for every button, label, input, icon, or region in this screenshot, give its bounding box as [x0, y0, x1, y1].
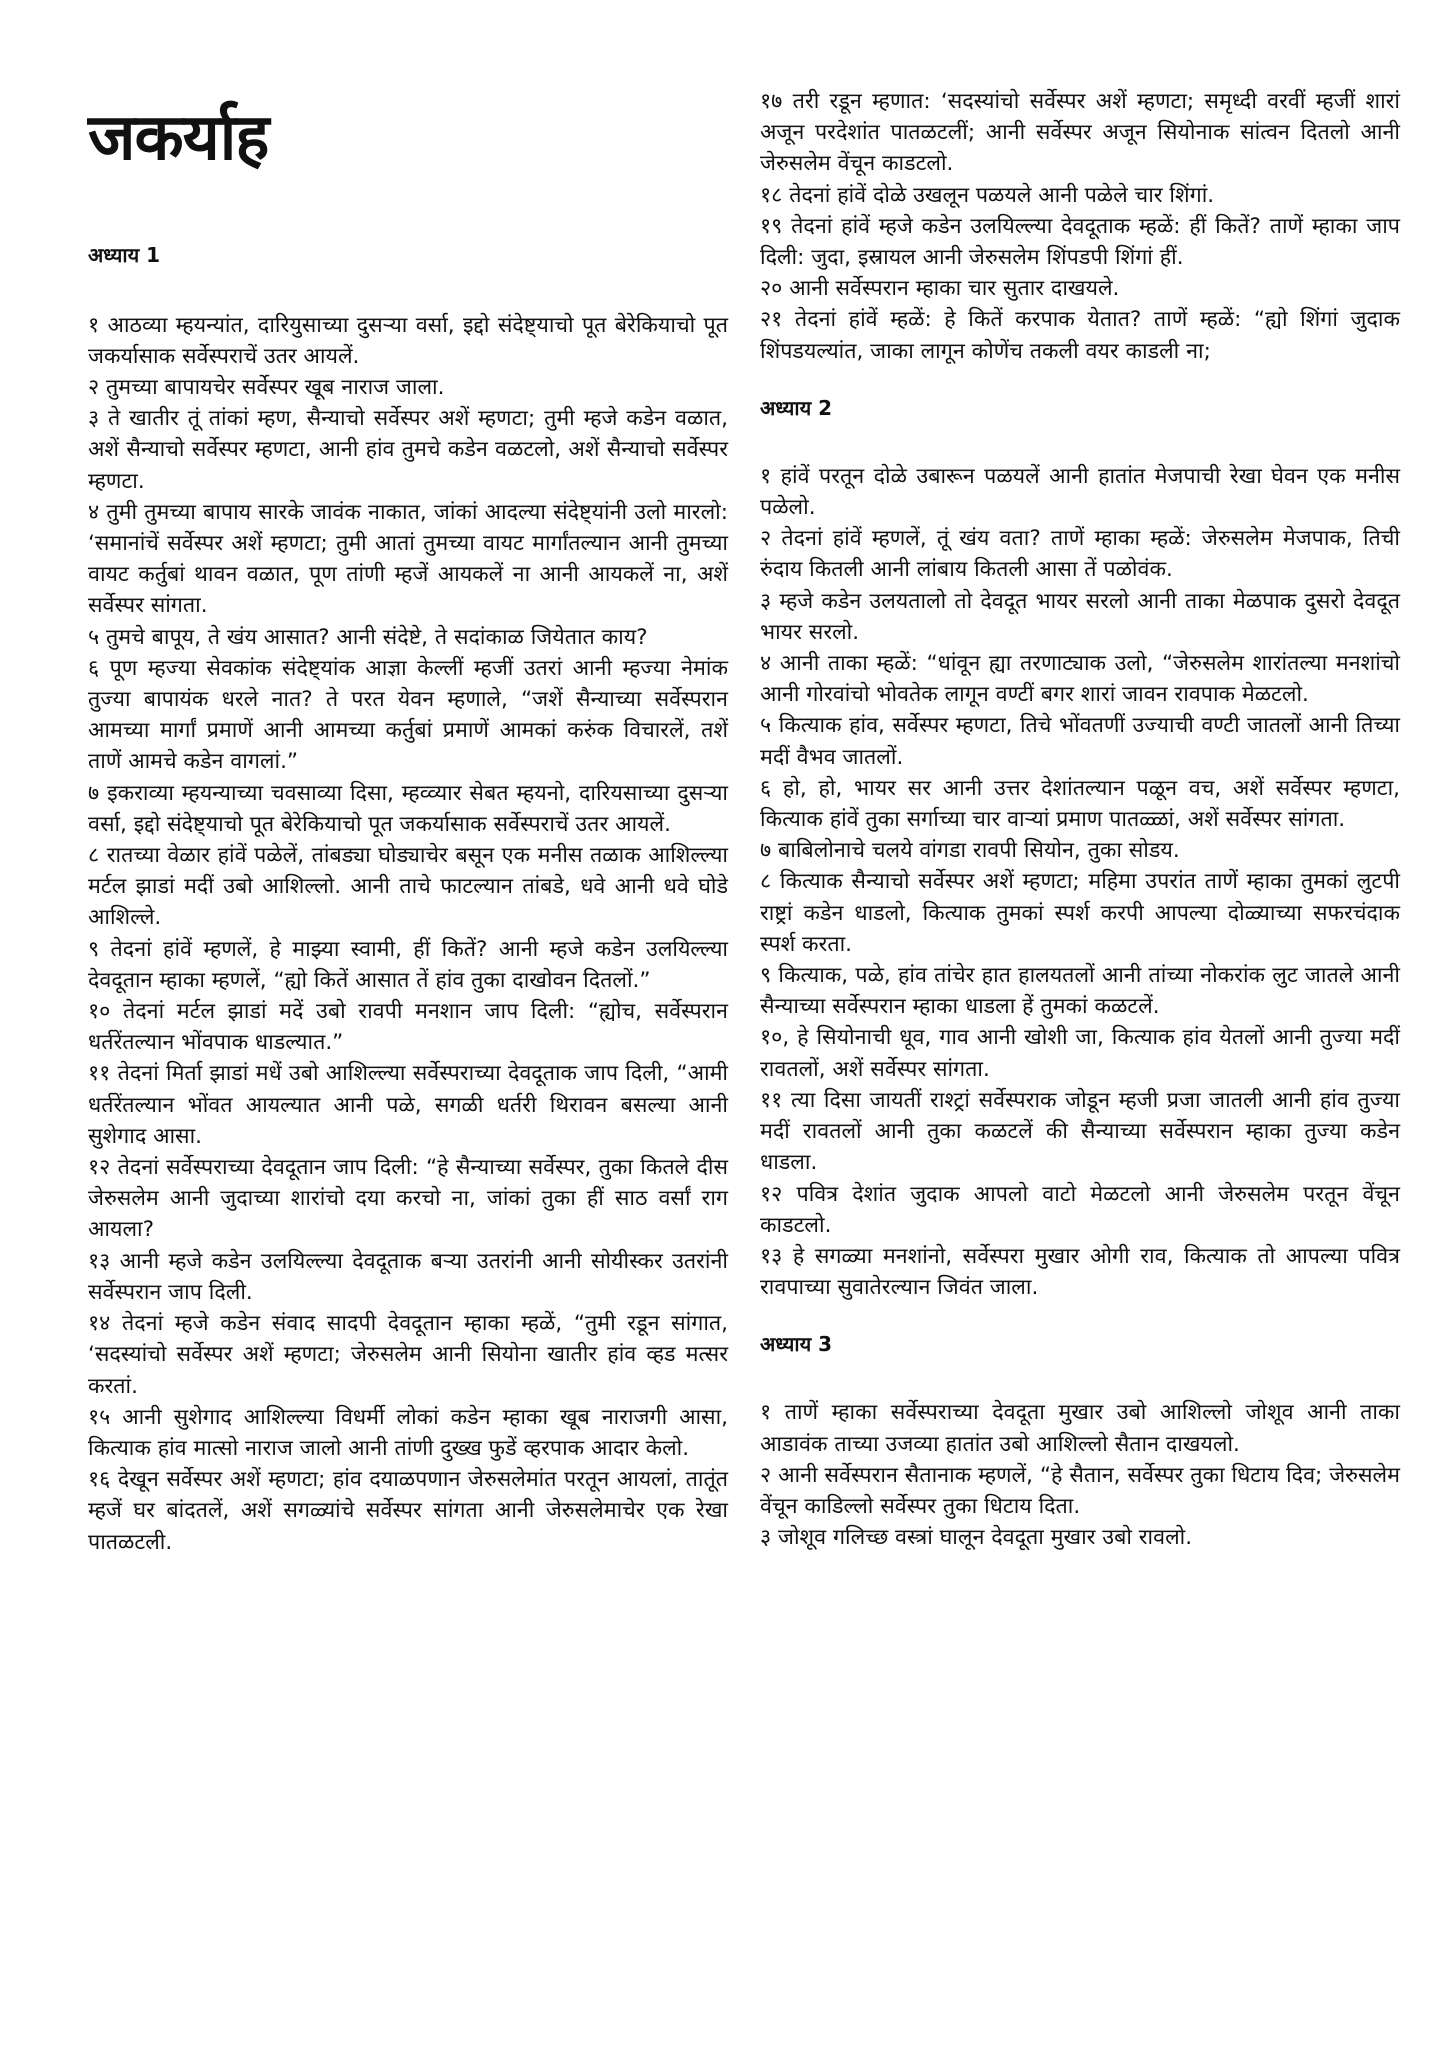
verse: १७ तरी रडून म्हणात: ‘सदस्यांचो सर्वेस्पर अशें म्हणटा; समृध्दी वरवीं म्हजीं शारां अजून परदेशांत पातळटलीं; आनी सर्वेस्पर अजून सियोनाक सांत्वन दितलो आनी जेरुसलेम वेंचून काडटलो. [760, 89, 1400, 177]
verse: ५ कित्याक हांव, सर्वेस्पर म्हणटा, तिचे भोंवतणीं उज्याची वण्टी जातलों आनी तिच्या मदीं वैभव जातलों. [760, 713, 1400, 770]
verse: १३ हे सगळ्या मनशांनो, सर्वेस्परा मुखार ओगी राव, कित्याक तो आपल्या पवित्र रावपाच्या सुवातेरल्यान जिवंत जाला. [760, 1243, 1400, 1301]
verse: २० आनी सर्वेस्परान म्हाका चार सुतार दाखयले. [760, 276, 1120, 302]
verse: २ तुमच्या बापायचेर सर्वेस्पर खूब नाराज जाला. [88, 375, 445, 400]
verse: ८ कित्याक सैन्याचो सर्वेस्पर अशें म्हणटा; महिमा उपरांत ताणें म्हाका तुमकां लुटपी राष्ट्रां कडेन धाडलो, कित्याक तुमकां स्पर्श करपी आपल्या दोळ्याच्या सफरचंदाक स्पर्श करता. [760, 869, 1400, 957]
verse: १८ तेदनां हांवें दोळे उखलून पळयले आनी पळेले चार शिंगां. [760, 182, 1215, 208]
verse: ६ पूण म्हज्या सेवकांक संदेष्ट्यांक आज्ञा केल्लीं म्हजीं उतरां आनी म्हज्या नेमांक तुज्या बापायंक धरले नात? ते परत येवन म्हणाले, “जशें सैन्याच्या सर्वेस्परान आमच्या मार्गां प्रमाणें आनी आमच्या कर्तुबां प्रमाणें आमकां करुंक विचारलें, तशें ताणें आमचे कडेन वागलां.” [88, 655, 728, 775]
verse: १२ तेदनां सर्वेस्पराच्या देवदूतान जाप दिली: “हे सैन्याच्या सर्वेस्पर, तुका कितले दीस जेरुसलेम आनी जुदाच्या शारांचो दया करचो ना, जांकां तुका हीं साठ वर्सां राग आयला? [88, 1155, 728, 1243]
verse: ७ बाबिलोनाचे चलये वांगडा रावपी सियोन, तुका सोडय. [760, 838, 1180, 864]
left-column [88, 80, 728, 1558]
verse: १ ताणें म्हाका सर्वेस्पराच्या देवदूता मुखार उबो आशिल्लो जोशूव आनी ताका आडावंक ताच्या उजव्या हातांत उबो आशिल्लो सैतान दाखयलो. [760, 1400, 1400, 1457]
verse: ११ त्या दिसा जायतीं राश्ट्रां सर्वेस्पराक जोडून म्हजी प्रजा जातली आनी हांव तुज्या मदीं रावतलों आनी तुका कळटलें की सैन्याच्या सर्वेस्परान म्हाका तुज्या कडेन धाडला. [760, 1087, 1400, 1176]
chapter-1-verses-a [88, 310, 728, 1558]
verse: १०, हे सियोनाची धूव, गाव आनी खोशी जा, कित्याक हांव येतलों आनी तुज्या मदीं रावतलों, अशें सर्वेस्पर सांगता. [760, 1025, 1400, 1082]
chapter-1-verses-b [760, 86, 1400, 367]
book-title: जकर्याह [88, 101, 269, 175]
verse: १ हांवें परतून दोळे उबारून पळयलें आनी हातांत मेजपाची रेखा घेवन एक मनीस पळेलो. [760, 463, 1400, 521]
chapter-heading-1: अध्याय 1 [88, 242, 161, 267]
verse: ४ आनी ताका म्हळें: “धांवून ह्या तरणाट्याक उलो, “जेरुसलेम शारांतल्या मनशांचो आनी गोरवांचो भोवतेक लागून वण्टीं बगर शारां जावन रावपाक मेळटलो. [760, 651, 1400, 708]
verse: ९ तेदनां हांवें म्हणलें, हे माझ्या स्वामी, हीं कितें? आनी म्हजे कडेन उलयिल्ल्या देवदूतान म्हाका म्हणलें, “ह्यो कितें आसात तें हांव तुका दाखोवन दितलों.” [88, 936, 728, 993]
verse: ८ रातच्या वेळार हांवें पळेलें, तांबड्या घोड्याचेर बसून एक मनीस तळाक आशिल्ल्या मर्टल झाडां मदीं उबो आशिल्लो. आनी ताचे फाटल्यान तांबडे, धवे आनी धवे घोडे आशिल्ले. [88, 843, 728, 931]
chapter-heading-2: अध्याय 2 [760, 395, 833, 420]
verse: १५ आनी सुशेगाद आशिल्ल्या विधर्मी लोकां कडेन म्हाका खूब नाराजगी आसा, कित्याक हांव मात्सो नाराज जालो आनी तांणी दुख्ख फुडें व्हरपाक आदार केलो. [88, 1404, 728, 1461]
verse: ६ हो, हो, भायर सर आनी उत्तर देशांतल्यान पळून वच, अशें सर्वेस्पर म्हणटा, कित्याक हांवें तुका सर्गाच्या चार वाऱ्यां प्रमाण पातळ्ळां, अशें सर्वेस्पर सांगता. [760, 775, 1400, 833]
verse: १४ तेदनां म्हजे कडेन संवाद सादपी देवदूतान म्हाका म्हळें, “तुमी रडून सांगात, ‘सदस्यांचो सर्वेस्पर अशें म्हणटा; जेरुसलेम आनी सियोना खातीर हांव व्हड मत्सर करतां. [88, 1311, 728, 1399]
verse: १० तेदनां मर्टल झाडां मदें उबो रावपी मनशान जाप दिली: “ह्योच, सर्वेस्परान धर्तरेंतल्यान भोंवपाक धाडल्यात.” [88, 999, 728, 1056]
right-column [760, 86, 1400, 1553]
verse: २१ तेदनां हांवें म्हळें: हे कितें करपाक येतात? ताणें म्हळें: “ह्यो शिंगां जुदाक शिंपडयल्यांत, जाका लागून कोणेंच तकली वयर काडली ना; [760, 307, 1400, 364]
verse: ४ तुमी तुमच्या बापाय सारके जावंक नाकात, जांकां आदल्या संदेष्ट्यांनी उलो मारलो: ‘समानांचें सर्वेस्पर अशें म्हणटा; तुमी आतां तुमच्या वायट मार्गांतल्यान आनी तुमच्या वायट कर्तुबां थावन वळात, पूण तांणी म्हजें आयकलें ना आनी आयकलें ना, अशें सर्वेस्पर सांगता. [88, 499, 728, 619]
verse: ३ जोशूव गलिच्छ वस्त्रां घालून देवदूता मुखार उबो रावलो. [760, 1525, 1193, 1551]
verse: १३ आनी म्हजे कडेन उलयिल्ल्या देवदूताक बऱ्या उतरांनी आनी सोयीस्कर उतरांनी सर्वेस्परान जाप दिली. [88, 1248, 728, 1305]
chapter-3-verses [760, 1397, 1400, 1553]
verse: ३ ते खातीर तूं तांकां म्हण, सैन्याचो सर्वेस्पर अशें म्हणटा; तुमी म्हजे कडेन वळात, अशें सैन्याचो सर्वेस्पर म्हणटा, आनी हांव तुमचे कडेन वळटलो, अशें सैन्याचो सर्वेस्पर म्हणटा. [88, 406, 728, 494]
verse: १९ तेदनां हांवें म्हजे कडेन उलयिल्ल्या देवदूताक म्हळें: हीं कितें? ताणें म्हाका जाप दिली: जुदा, इस्रायल आनी जेरुसलेम शिंपडपी शिंगां हीं. [760, 213, 1400, 271]
chapter-2-verses [760, 461, 1400, 1303]
verse: ९ कित्याक, पळे, हांव तांचेर हात हालयतलों आनी तांच्या नोकरांक लुट जातले आनी सैन्याच्या सर्वेस्परान म्हाका धाडला हें तुमकां कळटलें. [760, 963, 1400, 1020]
verse: ५ तुमचे बापूय, ते खंय आसात? आनी संदेष्टे, ते सदांकाळ जियेतात काय? [88, 624, 648, 650]
chapter-heading-3: अध्याय 3 [760, 1332, 833, 1357]
verse: १२ पवित्र देशांत जुदाक आपलो वाटो मेळटलो आनी जेरुसलेम परतून वेंचून काडटलो. [760, 1181, 1400, 1238]
verse: ११ तेदनां मिर्ता झाडां मधें उबो आशिल्ल्या सर्वेस्पराच्या देवदूताक जाप दिली, “आमी धर्तरेंतल्यान भोंवत आयल्यात आनी पळे, सगळी धर्तरी थिरावन बसल्या आनी सुशेगाद आसा. [88, 1061, 728, 1149]
verse: १६ देखून सर्वेस्पर अशें म्हणटा; हांव दयाळपणान जेरुसलेमांत परतून आयलां, तातूंत म्हजें घर बांदतलें, अशें सगळ्यांचे सर्वेस्पर सांगता आनी जेरुसलेमाचेर एक रेखा पातळटली. [88, 1467, 728, 1555]
verse: ३ म्हजे कडेन उलयतालो तो देवदूत भायर सरलो आनी ताका मेळपाक दुसरो देवदूत भायर सरलो. [760, 588, 1400, 645]
verse: १ आठव्या म्हयन्यांत, दारियुसाच्या दुसऱ्या वर्सा, इद्दो संदेष्ट्याचो पूत बेरेकियाचो पूत जकर्यासाक सर्वेस्पराचें उतर आयलें. [88, 312, 728, 369]
verse: २ तेदनां हांवें म्हणलें, तूं खंय वता? ताणें म्हाका म्हळें: जेरुसलेम मेजपाक, तिची रुंदाय कितली आनी लांबाय कितली आसा तें पळोवंक. [760, 526, 1400, 583]
verse: २ आनी सर्वेस्परान सैतानाक म्हणलें, “हे सैतान, सर्वेस्पर तुका धिटाय दिव; जेरुसलेम वेंचून काडिल्लो सर्वेस्पर तुका धिटाय दिता. [760, 1462, 1400, 1519]
verse: ७ इकराव्या म्हयन्याच्या चवसाव्या दिसा, म्हव्व्यार सेबत म्हयनो, दारियसाच्या दुसऱ्या वर्सा, इद्दो संदेष्ट्याचो पूत बेरेकियाचो पूत जकर्यासाक सर्वेस्पराचें उतर आयलें. [88, 780, 728, 837]
